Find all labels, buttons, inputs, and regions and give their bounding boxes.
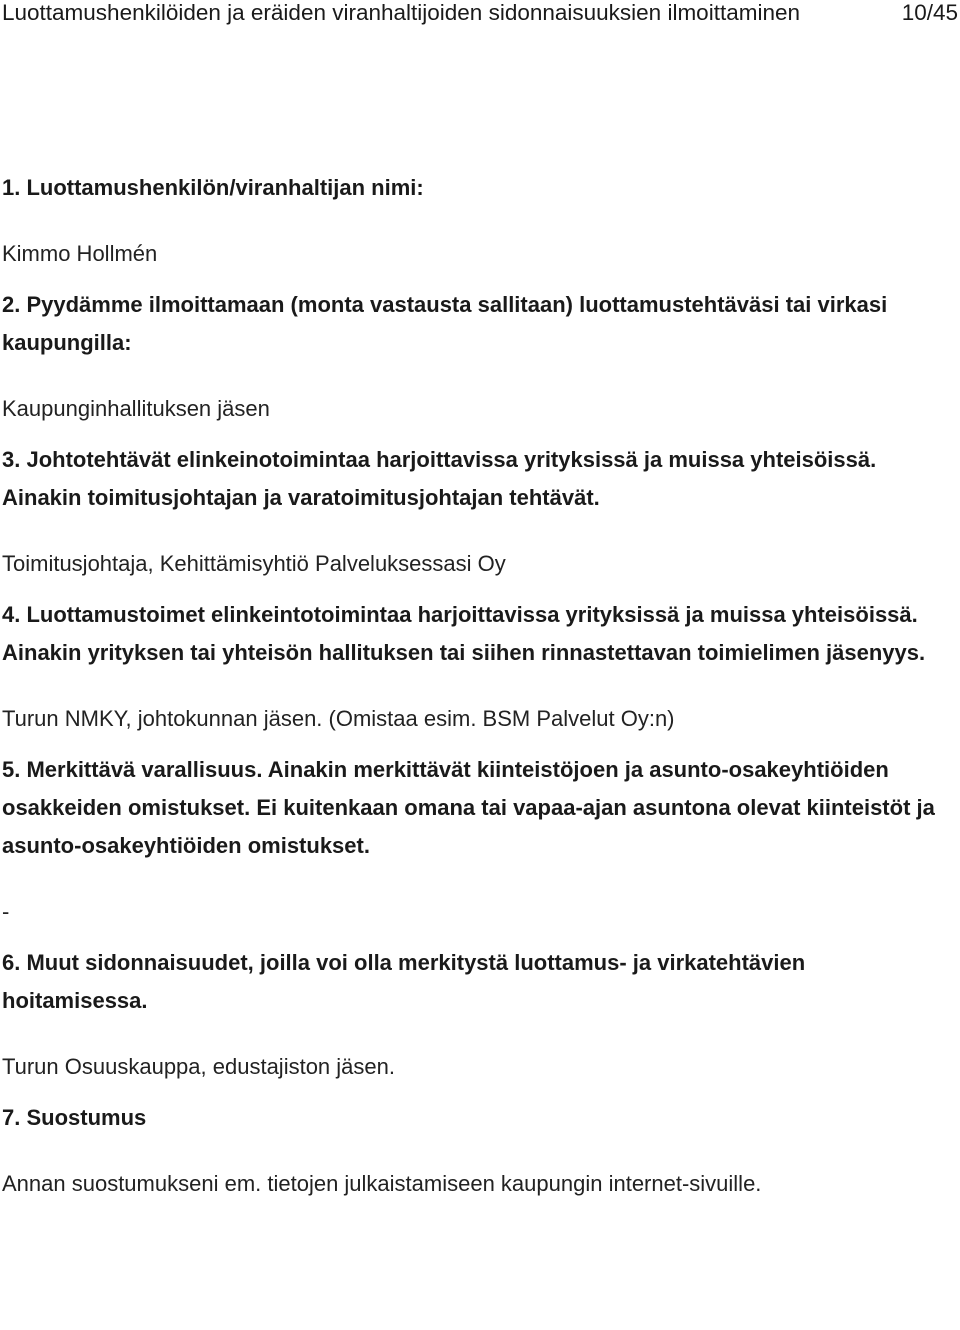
answer-1: Kimmo Hollmén: [2, 241, 158, 266]
page-header: [0, 0, 960, 40]
document-title: Luottamushenkilöiden ja eräiden viranhaltijoiden sidonnaisuuksien ilmoittaminen: [2, 0, 800, 25]
form-item-7: [2, 1099, 950, 1203]
answer-5: -: [2, 899, 10, 924]
answer-6: Turun Osuuskauppa, edustajiston jäsen.: [2, 1054, 395, 1079]
question-4: 4. Luottamustoimet elinkeintotoimintaa harjoittavissa yrityksissä ja muissa yhteisöissä. Ainakin yrityksen tai yhteisön hallituksen tai siihen rinnastettavan toimielimen jäsenyys.: [2, 602, 926, 665]
form-item-3: [2, 441, 950, 583]
page-number: 10/45: [901, 0, 958, 25]
answer-3: Toimitusjohtaja, Kehittämisyhtiö Palveluksessasi Oy: [2, 551, 506, 576]
answer-4: Turun NMKY, johtokunnan jäsen. (Omistaa esim. BSM Palvelut Oy:n): [2, 706, 675, 731]
form-item-1: [2, 169, 950, 273]
answer-2: Kaupunginhallituksen jäsen: [2, 396, 270, 421]
answer-7: Annan suostumukseni em. tietojen julkaistamiseen kaupungin internet-sivuille.: [2, 1171, 762, 1196]
form-item-4: [2, 596, 950, 738]
question-2: 2. Pyydämme ilmoittamaan (monta vastausta sallitaan) luottamustehtäväsi tai virkasi kaupungilla:: [2, 292, 888, 355]
question-7: 7. Suostumus: [2, 1105, 147, 1130]
question-3: 3. Johtotehtävät elinkeinotoimintaa harjoittavissa yrityksissä ja muissa yhteisöissä. Ainakin toimitusjohtajan ja varatoimitusjohtajan tehtävät.: [2, 447, 877, 510]
form-item-2: [2, 286, 950, 428]
form-item-5: [2, 751, 950, 931]
question-1: 1. Luottamushenkilön/viranhaltijan nimi:: [2, 175, 424, 200]
form-content: [2, 169, 950, 1203]
question-5: 5. Merkittävä varallisuus. Ainakin merkittävät kiinteistöjoen ja asunto-osakeyhtiöiden osakkeiden omistukset. Ei kuitenkaan omana tai vapaa-ajan asuntona olevat kiinteistöt ja asunto-osakeyhtiöiden omistukset.: [2, 757, 935, 858]
question-6: 6. Muut sidonnaisuudet, joilla voi olla merkitystä luottamus- ja virkatehtävien hoitamisessa.: [2, 950, 806, 1013]
form-item-6: [2, 944, 950, 1086]
